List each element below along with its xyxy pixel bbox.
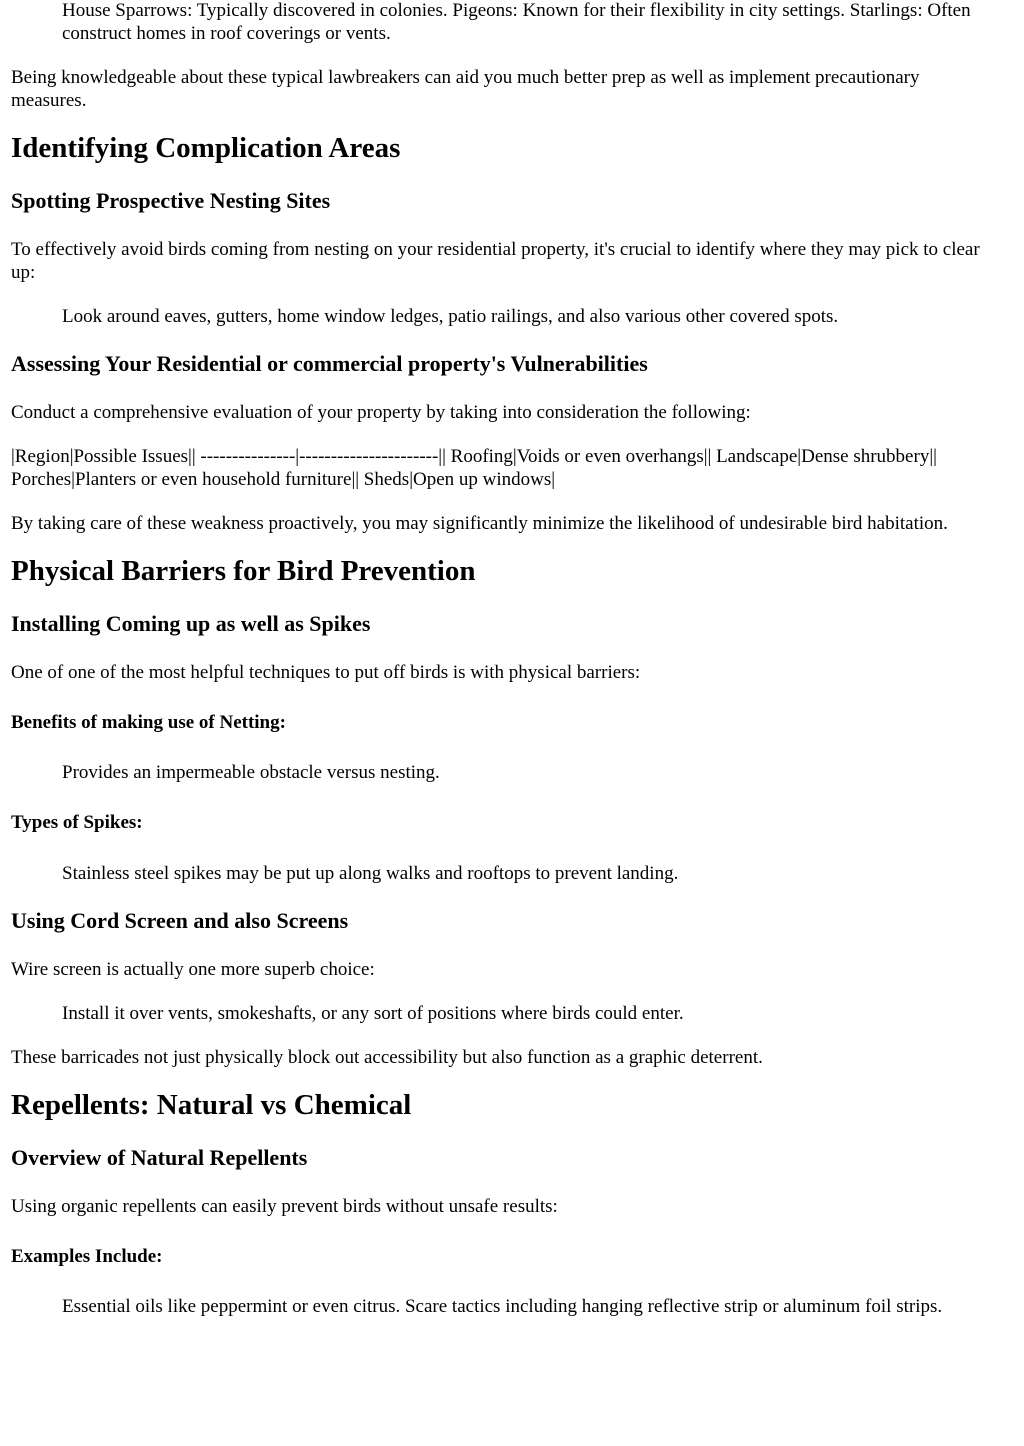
quote-wire-screen: Install it over vents, smokeshafts, or any sort of positions where birds could enter. [62, 1003, 684, 1024]
intro-paragraph: Being knowledgeable about these typical lawbreakers can aid you much better prep as well as implement precautionary measures. [11, 67, 920, 111]
section-heading-identifying: Identifying Complication Areas [11, 132, 401, 164]
section-heading-physical-barriers: Physical Barriers for Bird Prevention [11, 555, 476, 587]
paragraph-natural-repellents: Using organic repellents can easily prevent birds without unsafe results: [11, 1196, 558, 1217]
subheading-spikes: Installing Coming up as well as Spikes [11, 611, 371, 636]
quote-spike-types: Stainless steel spikes may be put up along walks and rooftops to prevent landing. [62, 863, 679, 884]
subheading-nesting-sites: Spotting Prospective Nesting Sites [11, 188, 331, 213]
heading-examples: Examples Include: [11, 1246, 163, 1267]
vulnerabilities-table-text: |Region|Possible Issues|| ---------------|----------------------|| Roofing|Voids or even overhangs|| Landscape|Dense shrubbery|| Porches|Planters or even household furniture|| Sheds|Open up windows| [11, 446, 937, 490]
paragraph-wire-screen: Wire screen is actually one more superb choice: [11, 959, 375, 980]
quote-netting-benefits: Provides an impermeable obstacle versus nesting. [62, 762, 440, 783]
heading-netting-benefits: Benefits of making use of Netting: [11, 712, 286, 733]
subheading-natural-repellents: Overview of Natural Repellents [11, 1145, 308, 1170]
article [11, 0, 999, 1318]
subheading-vulnerabilities: Assessing Your Residential or commercial property's Vulnerabilities [11, 351, 648, 376]
paragraph-wire-screen-closing: These barricades not just physically block out accessibility but also function as a graphic deterrent. [11, 1047, 763, 1068]
intro-quote: House Sparrows: Typically discovered in colonies. Pigeons: Known for their flexibility in city settings. Starlings: Often construct homes in roof coverings or vents. [62, 0, 971, 44]
paragraph-vulnerabilities: Conduct a comprehensive evaluation of your property by taking into consideration the following: [11, 402, 751, 423]
quote-examples: Essential oils like peppermint or even citrus. Scare tactics including hanging reflective strip or aluminum foil strips. [62, 1296, 943, 1317]
section-heading-repellents: Repellents: Natural vs Chemical [11, 1089, 412, 1121]
subheading-wire-screen: Using Cord Screen and also Screens [11, 908, 349, 933]
paragraph-spikes: One of one of the most helpful techniques to put off birds is with physical barriers: [11, 662, 641, 683]
quote-nesting-sites: Look around eaves, gutters, home window ledges, patio railings, and also various other covered spots. [62, 306, 839, 327]
heading-spike-types: Types of Spikes: [11, 812, 143, 833]
paragraph-vulnerabilities-closing: By taking care of these weakness proactively, you may significantly minimize the likelihood of undesirable bird habitation. [11, 513, 948, 534]
paragraph-nesting-sites: To effectively avoid birds coming from nesting on your residential property, it's crucial to identify where they may pick to clear up: [11, 239, 980, 283]
